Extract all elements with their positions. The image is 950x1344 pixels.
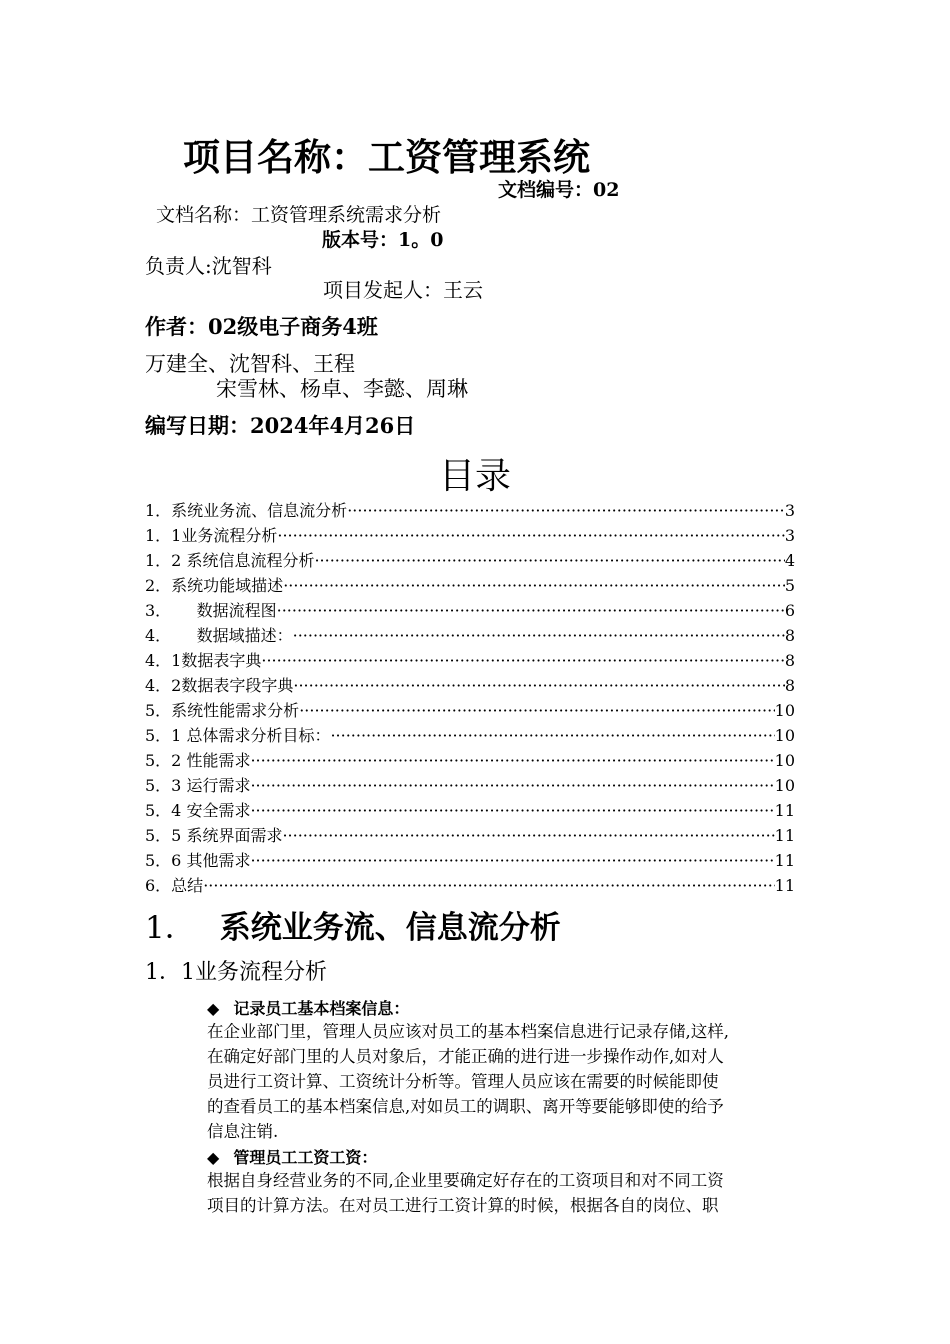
toc-item-page: 3 (784, 501, 795, 520)
toc-item-label: 5．6 其他需求 (145, 851, 251, 870)
toc-item-label: 5．3 运行需求 (145, 776, 251, 795)
toc-item-label: 5．系统性能需求分析 (145, 701, 300, 720)
toc-leader (347, 498, 785, 523)
toc-item[interactable] (145, 848, 795, 873)
toc-item[interactable] (145, 523, 795, 548)
toc-item[interactable] (145, 773, 795, 798)
toc-item-label: 4．1数据表字典 (145, 651, 262, 670)
doc-name: 文档名称：工资管理系统需求分析 (156, 204, 442, 226)
section-1-title: 系统业务流、信息流分析 (219, 910, 561, 946)
toc-item-page: 11 (774, 826, 795, 845)
toc-item[interactable] (145, 823, 795, 848)
toc-item[interactable] (145, 598, 795, 623)
toc-item-label: 5．4 安全需求 (145, 801, 251, 820)
toc-item-page: 10 (774, 751, 795, 770)
paragraph-employee-records (207, 1019, 807, 1144)
toc-item[interactable] (145, 698, 795, 723)
section-1-1-heading: 1．1业务流程分析 (145, 960, 327, 985)
toc-item-label: 5．5 系统界面需求 (145, 826, 283, 845)
version-number: 版本号：1。0 (322, 229, 444, 251)
toc-item[interactable] (145, 723, 795, 748)
toc-item-label: 3． 数据流程图 (145, 601, 277, 620)
paragraph-line: 信息注销. (207, 1122, 279, 1141)
paragraph-line: 在确定好部门里的人员对象后，才能正确的进行进一步操作动作,如对人 (207, 1047, 724, 1066)
toc-item[interactable] (145, 648, 795, 673)
toc-leader (250, 773, 774, 798)
diamond-bullet-icon: ◆ (207, 1148, 220, 1167)
toc-item-page: 5 (784, 576, 795, 595)
toc-item-label: 1．系统业务流、信息流分析 (145, 501, 348, 520)
author: 作者：02级电子商务4班 (145, 314, 378, 339)
toc-item-label: 4． 数据域描述： (145, 626, 293, 645)
toc-item-page: 6 (784, 601, 795, 620)
toc-leader (330, 723, 774, 748)
paragraph-line: 员进行工资计算、工资统计分析等。管理人员应该在需要的时候能即使 (207, 1072, 719, 1091)
owner: 负责人:沈智科 (145, 254, 272, 278)
toc-item-label: 5．2 性能需求 (145, 751, 251, 770)
toc-leader (293, 673, 784, 698)
bullet-label: 管理员工工资工资： (233, 1148, 378, 1167)
toc-item-page: 8 (784, 676, 795, 695)
paragraph-line: 的查看员工的基本档案信息,对如员工的调职、离开等要能够即使的给予 (207, 1097, 724, 1116)
toc-item-page: 11 (774, 876, 795, 895)
toc-leader (314, 548, 784, 573)
toc-item[interactable] (145, 798, 795, 823)
project-title: 项目名称：工资管理系统 (183, 135, 590, 179)
section-1-number: 1． (145, 910, 196, 946)
toc-item-page: 11 (774, 851, 795, 870)
toc-leader (277, 598, 785, 623)
toc-item-label: 5．1 总体需求分析目标： (145, 726, 331, 745)
toc-item-page: 11 (774, 801, 795, 820)
bullet-heading-employee-records (207, 996, 409, 1019)
table-of-contents (145, 498, 795, 898)
write-date: 编写日期：2024年4月26日 (145, 413, 416, 438)
toc-leader (282, 823, 774, 848)
bullet-heading-salary-management (207, 1145, 377, 1168)
toc-item[interactable] (145, 498, 795, 523)
toc-leader (203, 873, 774, 898)
toc-leader (299, 698, 774, 723)
bullet-label: 记录员工基本档案信息： (233, 999, 410, 1018)
toc-item[interactable] (145, 548, 795, 573)
toc-item-page: 8 (784, 651, 795, 670)
toc-item-page: 3 (784, 526, 795, 545)
author-names-line-2: 宋雪林、杨卓、李懿、周琳 (216, 377, 468, 401)
diamond-bullet-icon: ◆ (207, 999, 220, 1018)
toc-item-label: 1．1业务流程分析 (145, 526, 278, 545)
toc-leader (293, 623, 785, 648)
toc-title: 目录 (438, 456, 511, 497)
paragraph-line: 根据自身经营业务的不同,企业里要确定好存在的工资项目和对不同工资 (207, 1171, 724, 1190)
paragraph-line: 在企业部门里，管理人员应该对员工的基本档案信息进行记录存储,这样, (207, 1022, 729, 1041)
toc-item-page: 10 (774, 776, 795, 795)
toc-item-label: 1．2 系统信息流程分析 (145, 551, 315, 570)
toc-leader (250, 848, 774, 873)
toc-item-label: 2．系统功能域描述 (145, 576, 284, 595)
toc-leader (283, 573, 785, 598)
toc-item[interactable] (145, 673, 795, 698)
toc-leader (261, 648, 784, 673)
project-initiator: 项目发起人：王云 (323, 278, 483, 302)
toc-leader (250, 748, 774, 773)
toc-item-page: 10 (774, 701, 795, 720)
section-1-heading (145, 902, 561, 947)
toc-item[interactable] (145, 573, 795, 598)
paragraph-salary-management (207, 1168, 807, 1218)
toc-leader (277, 523, 784, 548)
toc-item[interactable] (145, 623, 795, 648)
toc-item[interactable] (145, 748, 795, 773)
toc-item-page: 10 (774, 726, 795, 745)
toc-item-page: 4 (784, 551, 795, 570)
toc-item[interactable] (145, 873, 795, 898)
author-names-line-1: 万建全、沈智科、王程 (145, 352, 355, 376)
toc-item-page: 8 (784, 626, 795, 645)
toc-item-label: 4．2数据表字段字典 (145, 676, 294, 695)
paragraph-line: 项目的计算方法。在对员工进行工资计算的时候，根据各自的岗位、职 (207, 1196, 719, 1215)
toc-leader (250, 798, 774, 823)
doc-number: 文档编号：02 (498, 179, 620, 201)
toc-item-label: 6．总结 (145, 876, 204, 895)
